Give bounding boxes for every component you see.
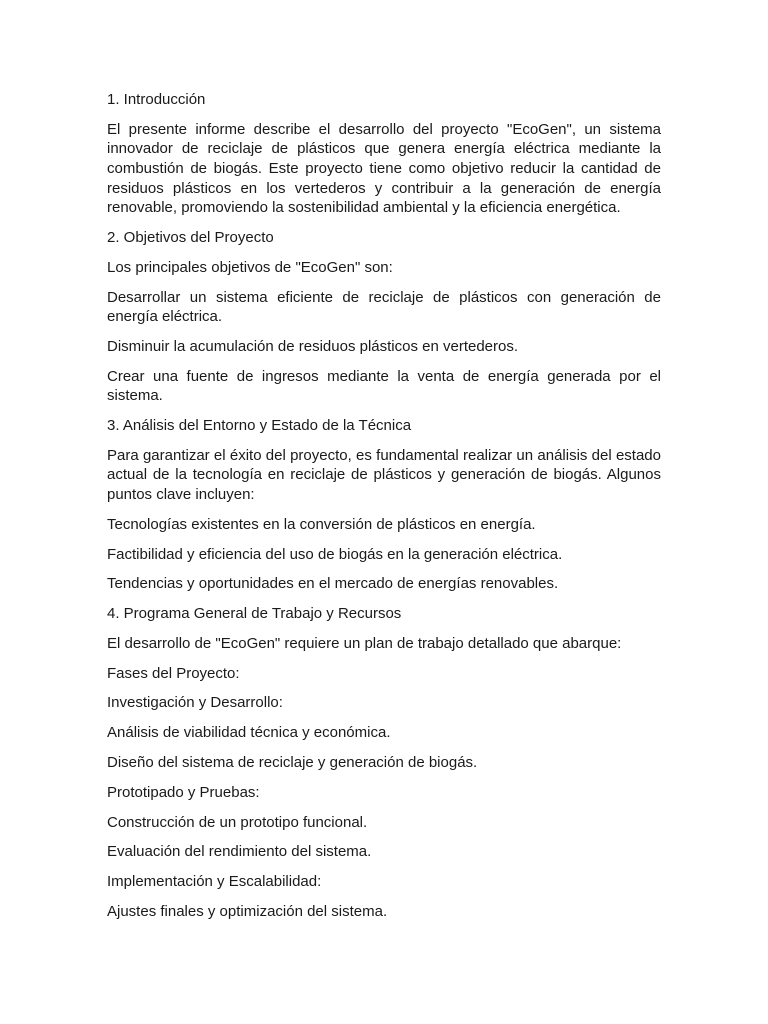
subheading-fase: Implementación y Escalabilidad:	[107, 873, 322, 891]
subheading-fase: Investigación y Desarrollo:	[107, 694, 283, 712]
list-item-objetivo: Disminuir la acumulación de residuos plásticos en vertederos.	[107, 337, 519, 355]
paragraph-objetivos-intro: Los principales objetivos de "EcoGen" son:	[107, 258, 393, 276]
document-page	[107, 90, 661, 932]
paragraph-programa: El desarrollo de "EcoGen" requiere un plan de trabajo detallado que abarque:	[107, 634, 622, 652]
paragraph-analisis: Para garantizar el éxito del proyecto, es fundamental realizar un análisis del estado actual de la tecnología en reciclaje de plásticos y generación de biogás. Algunos puntos clave incluyen:	[107, 446, 661, 503]
list-item-punto-clave: Factibilidad y eficiencia del uso de biogás en la generación eléctrica.	[107, 545, 563, 563]
section-heading-objetivos: 2. Objetivos del Proyecto	[107, 228, 274, 246]
list-item-tarea: Análisis de viabilidad técnica y económica.	[107, 724, 391, 742]
list-item-objetivo: Crear una fuente de ingresos mediante la venta de energía generada por el sistema.	[107, 367, 661, 405]
section-heading-programa: 4. Programa General de Trabajo y Recursos	[107, 605, 402, 623]
list-item-tarea: Construcción de un prototipo funcional.	[107, 813, 368, 831]
list-item-punto-clave: Tecnologías existentes en la conversión de plásticos en energía.	[107, 515, 536, 533]
list-item-tarea: Ajustes finales y optimización del sistema.	[107, 902, 388, 920]
list-item-tarea: Diseño del sistema de reciclaje y generación de biogás.	[107, 754, 478, 772]
list-item-objetivo: Desarrollar un sistema eficiente de reciclaje de plásticos con generación de energía eléctrica.	[107, 288, 661, 326]
subheading-fase: Prototipado y Pruebas:	[107, 783, 260, 801]
paragraph-intro: El presente informe describe el desarrollo del proyecto "EcoGen", un sistema innovador de reciclaje de plásticos que genera energía eléctrica mediante la combustión de biogás. Este proyecto tiene como objetivo reducir la cantidad de residuos plásticos en los vertederos y contribuir a la generación de energía renovable, promoviendo la sostenibilidad ambiental y la eficiencia energética.	[107, 120, 661, 217]
list-item-tarea: Evaluación del rendimiento del sistema.	[107, 843, 372, 861]
section-heading-introduccion: 1. Introducción	[107, 91, 206, 108]
list-item-punto-clave: Tendencias y oportunidades en el mercado de energías renovables.	[107, 575, 559, 593]
section-heading-analisis: 3. Análisis del Entorno y Estado de la Técnica	[107, 417, 412, 435]
subheading-fases: Fases del Proyecto:	[107, 664, 240, 682]
